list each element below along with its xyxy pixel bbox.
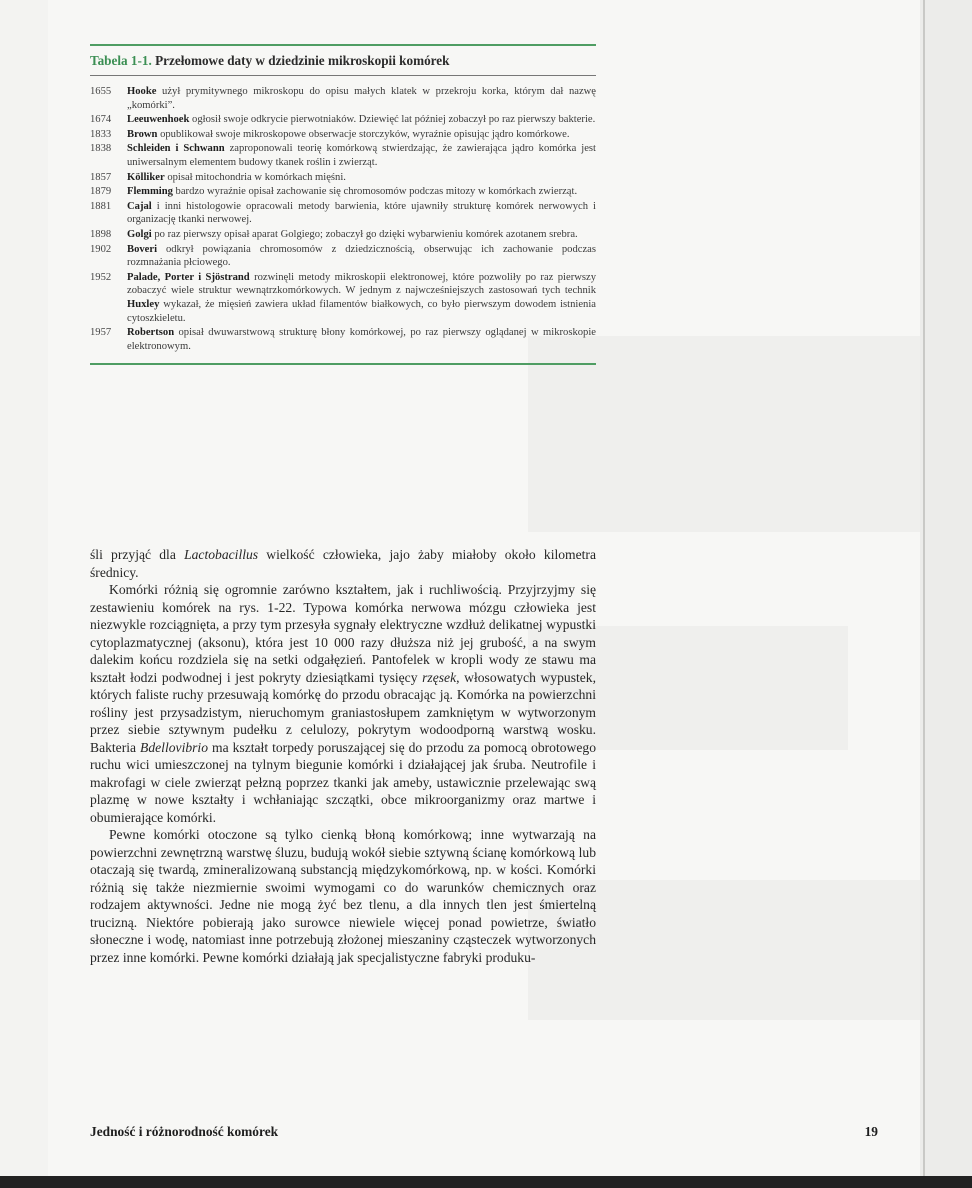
row-description [127,185,596,199]
row-scientist: Hooke [127,86,157,97]
row-description [127,271,596,325]
row-description [127,171,596,185]
scan-border [0,1176,972,1188]
row-text: i inni histologowie opracowali metody barwienia, które ujawniły strukturę komórek nerwowych i organizację tkanki nerwowej. [127,200,596,226]
row-scientist: Schleiden i Schwann [127,143,225,155]
gutter-line [923,0,925,1188]
row-text: odkrył powiązania chromosomów z dziedzicznością, obserwując ich zachowanie podczas rozmnażania płciowego. [127,243,596,269]
page-number: 19 [864,1124,878,1139]
row-scientist: Palade, Porter i Sjöstrand [127,271,250,283]
row-scientist: Brown [127,128,158,140]
table-row [90,85,596,112]
row-description [127,243,596,270]
row-scientist: Boveri [127,243,158,255]
row-year: 1833 [90,128,112,140]
row-scientist: Kölliker [127,171,165,183]
row-scientist: Flemming [127,186,173,198]
row-scientist: Cajal [127,200,152,212]
table-row [90,142,596,169]
running-footer-title: Jedność i różnorodność komórek [90,1124,279,1139]
row-text: opisał mitochondria w komórkach mięśni. [164,171,346,183]
table-bottom-rule [90,363,596,365]
row-year: 1898 [90,228,112,240]
table-top-rule [90,44,596,46]
row-text: po raz pierwszy opisał aparat Golgiego; zobaczył go dzięki wybarwieniu komórek azotanem srebra. [151,228,578,240]
row-scientist: Golgi [127,228,152,240]
row-year: 1879 [90,186,112,198]
row-scientist: Leeuwenhoek [127,114,190,126]
row-text: bardzo wyraźnie opisał zachowanie się chromosomów podczas mitozy w komórkach zwierząt. [172,186,578,198]
row-year: 1838 [90,143,112,155]
row-text: opublikował swoje mikroskopowe obserwacje storczyków, wyraźnie opisując jądro komórkowe. [157,128,570,140]
table-header-rule [90,75,596,76]
row-description [127,326,596,353]
page-edge [920,0,972,1188]
table-row [90,128,596,142]
table-row [90,271,596,325]
table-title-text: Przełomowe daty w dziedzinie mikroskopii komórek [155,53,450,68]
table-row [90,228,596,242]
row-year: 1881 [90,200,112,212]
row-text: opisał dwuwarstwową strukturę błony komórkowej, po raz pierwszy oglądanej w mikroskopie elektronowym. [127,327,596,352]
row-year: 1857 [90,171,112,183]
row-year: 1952 [90,271,112,283]
row-year: 1674 [90,114,112,126]
bleed-through-image [528,336,920,532]
row-text: ogłosił swoje odkrycie pierwotniaków. Dziewięć lat później zobaczył po raz pierwszy bakterie. [189,114,596,126]
table-title [90,52,596,70]
row-description [127,85,596,112]
row-description [127,142,596,169]
page-footer [90,1124,878,1140]
table-row [90,185,596,199]
table-label: Tabela 1-1. [90,53,152,68]
row-description [127,228,596,242]
table-row [90,171,596,185]
paragraph: Pewne komórki otoczone są tylko cienką błoną komórkową; inne wytwarzają na powierzchni zewnętrzną warstwę śluzu, budują wokół siebie sztywną ścianę komórkową lub otaczają się twardą, zmineralizowaną substancją międzykomórkową, np. w kości. Komórki różnią się także niezmiernie swoimi wymogami co do warunków chemicznych oraz rodzajem aktywności. Jedne nie mogą żyć bez tlenu, a dla innych tlen jest śmiertelną trucizną. Niektóre pobierają jako surowce niewiele więcej ponad powietrze, światło słoneczne i wodę, natomiast inne potrzebują złożonej mieszaniny cząsteczek wytworzonych przez inne komórki. Pewne komórki działają jak specjalistyczne fabryki produku- [90,827,596,965]
paragraph: śli przyjąć dla Lactobacillus wielkość człowieka, jajo żaby miałoby około kilometra średnicy. [90,547,596,580]
row-description [127,128,596,142]
table-row [90,200,596,227]
table-row [90,326,596,353]
body-text [90,546,596,966]
row-text: użył prymitywnego mikroskopu do opisu małych klatek w przekroju korka, którym dał nazwę „komórki”. [127,86,596,111]
milestone-table [90,44,596,365]
row-text: zaproponowali teorię komórkową stwierdzając, że zawierająca jądro komórka jest uniwersalnym elementem budowy tkanek roślin i zwierząt. [127,143,596,168]
table-row [90,243,596,270]
table-rows [90,85,596,353]
table-row [90,113,596,127]
row-description [127,200,596,227]
paragraph: Komórki różnią się ogromnie zarówno kształtem, jak i ruchliwością. Przyjrzyjmy się zestawieniu komórek na rys. 1-22. Typowa komórka nerwowa mózgu człowieka jest niezwykle rozciągnięta, a przy tym przesyła sygnały elektryczne wzdłuż delikatnej wypustki cytoplazmatycznej (aksonu), która jest 10 000 razy dłuższa niż jej grubość, a na swym dalekim końcu rozdziela się na setki odgałęzień. Pantofelek w kropli wody ze stawu ma kształt łodzi podwodnej i jest pokryty dziesiątkami tysięcy rzęsek, włosowatych wypustek, których faliste ruchy przesuwają komórkę do przodu obracając ją. Komórka na powierzchni rośliny jest przysadzistym, nieruchomym graniastosłupem zamkniętym w wytworzonym przez siebie sztywnym pudełku z celulozy, pokrytym wodoodporną warstwą wosku. Bakteria Bdellovibrio ma kształt torpedy poruszającej się do przodu za pomocą obrotowego ruchu wici umieszczonej na tylnym biegunie komórki i działającej jak śruba. Neutrofile i makrofagi w ciele zwierząt pełzną poprzez tkanki jak ameby, ustawicznie przelewając swą plazmę w nowe kształty i wchłaniając szczątki, obce mikroorganizmy oraz martwe i obumierające komórki. [90,582,596,825]
row-year: 1957 [90,327,112,339]
row-text: rozwinęli metody mikroskopii elektronowej, które pozwoliły po raz pierwszy zobaczyć wiele struktur wewnątrzkomórkowych. W jednym z najwcześniejszych zastosowań tych technik Huxley wykazał, że mięsień zawiera układ filamentów białkowych, co było pierwszym dowodem istnienia cytoszkieletu. [127,271,596,324]
row-year: 1902 [90,243,112,255]
row-scientist: Robertson [127,327,175,339]
row-description [127,113,596,127]
row-year: 1655 [90,86,112,97]
